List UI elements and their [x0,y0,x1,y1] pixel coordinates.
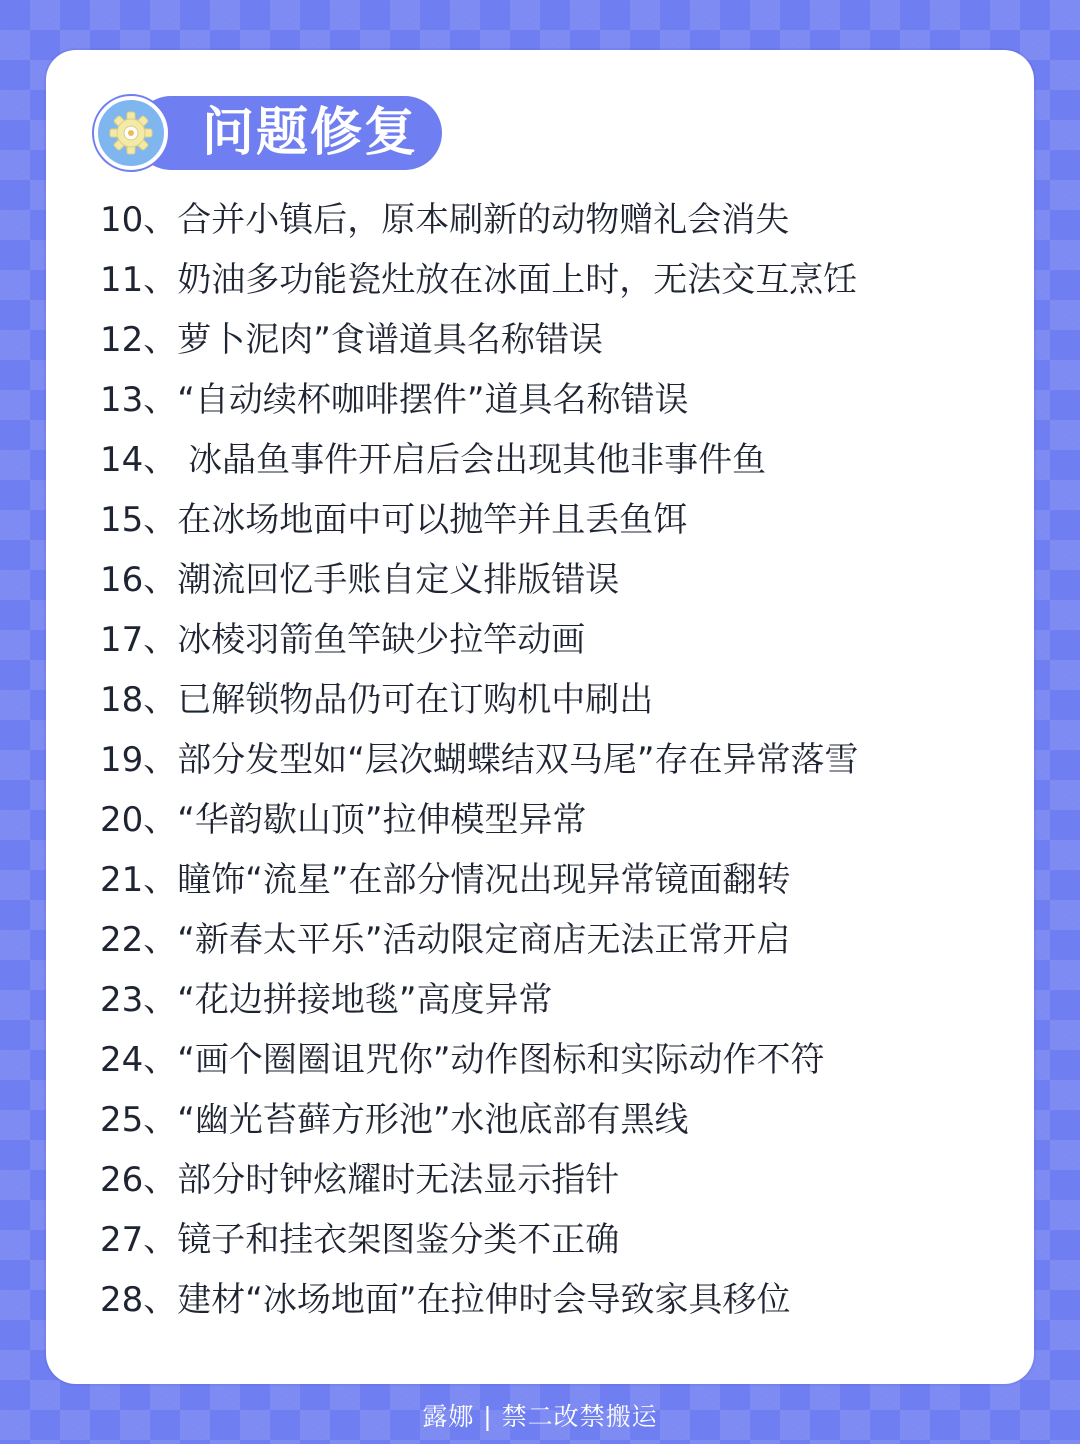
list-item: 10、合并小镇后，原本刷新的动物赠礼会消失 [100,200,790,240]
list-item: 11、奶油多功能瓷灶放在冰面上时，无法交互烹饪 [100,260,858,300]
gear-icon [109,111,153,155]
list-item: 28、建材“冰场地面”在拉伸时会导致家具移位 [100,1280,791,1320]
list-item: 20、“华韵歇山顶”拉伸模型异常 [100,800,587,840]
list-item: 18、已解锁物品仍可在订购机中刷出 [100,680,654,720]
list-item: 15、在冰场地面中可以抛竿并且丢鱼饵 [100,500,688,540]
page-title: 问题修复 [202,103,419,163]
gear-badge [94,96,168,170]
list-item: 21、瞳饰“流星”在部分情况出现异常镜面翻转 [100,860,791,900]
list-item: 24、“画个圈圈诅咒你”动作图标和实际动作不符 [100,1040,825,1080]
issue-list [100,190,859,1330]
list-item: 25、“幽光苔藓方形池”水池底部有黑线 [100,1100,689,1140]
list-item: 16、潮流回忆手账自定义排版错误 [100,560,620,600]
list-item: 27、镜子和挂衣架图鉴分类不正确 [100,1220,620,1260]
list-item: 17、冰棱羽箭鱼竿缺少拉竿动画 [100,620,586,660]
footer-credit: 露娜 | 禁二改禁搬运 [422,1402,658,1431]
list-item: 14、 冰晶鱼事件开启后会出现其他非事件鱼 [100,440,767,480]
section-header [94,96,444,170]
list-item: 23、“花边拼接地毯”高度异常 [100,980,553,1020]
list-item: 19、部分发型如“层次蝴蝶结双马尾”存在异常落雪 [100,740,859,780]
list-item: 12、萝卜泥肉”食谱道具名称错误 [100,320,603,360]
content-card [46,50,1034,1384]
list-item: 26、部分时钟炫耀时无法显示指针 [100,1160,620,1200]
list-item: 22、“新春太平乐”活动限定商店无法正常开启 [100,920,791,960]
list-item: 13、“自动续杯咖啡摆件”道具名称错误 [100,380,689,420]
